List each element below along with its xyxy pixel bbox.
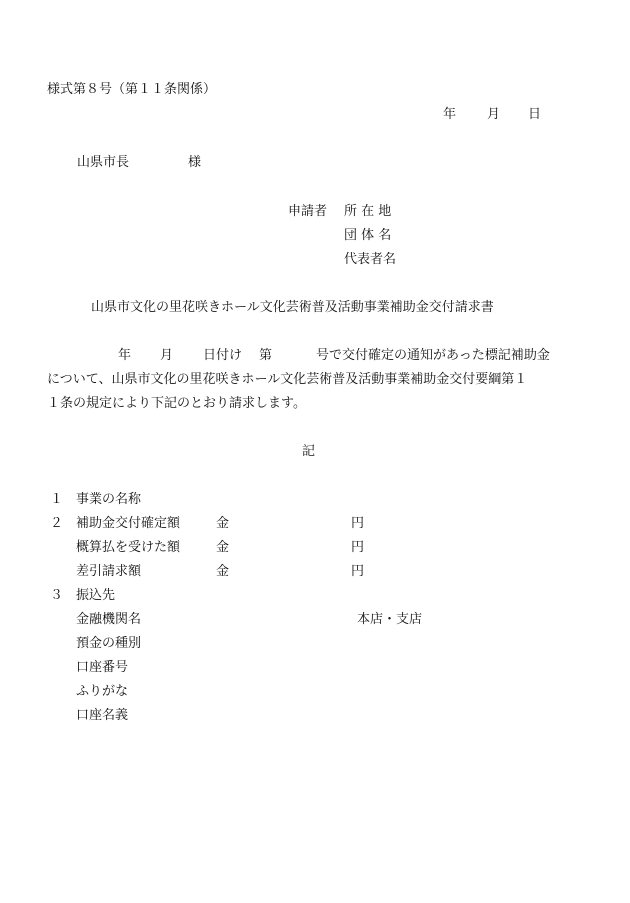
addressee-name: 山県市長 — [77, 155, 130, 170]
body-dai: 第 — [259, 348, 273, 363]
document-title: 山県市文化の里花咲きホール文化芸術普及活動事業補助金交付請求書 — [91, 300, 494, 315]
item2c-yen: 円 — [351, 564, 365, 579]
item3-label: 振込先 — [76, 588, 116, 603]
item2b-kin: 金 — [216, 540, 230, 555]
date-month: 月 — [487, 107, 501, 122]
item2c-kin: 金 — [216, 564, 230, 579]
deposit-type-label: 預金の種別 — [76, 636, 142, 651]
item2b-yen: 円 — [351, 540, 365, 555]
body-dated: 日付け — [203, 348, 243, 363]
body-line3: １条の規定により下記のとおり請求します。 — [47, 396, 306, 411]
body-year: 年 — [118, 348, 132, 363]
account-number-label: 口座番号 — [76, 660, 129, 675]
date-day: 日 — [528, 107, 542, 122]
body-line1-rest: 号で交付確定の通知があった標記補助金 — [316, 348, 550, 363]
item2c-label: 差引請求額 — [76, 564, 142, 579]
item3-number: ３ — [50, 588, 64, 603]
item1-label: 事業の名称 — [76, 492, 142, 507]
applicant-org-label: 団 体 名 — [344, 228, 392, 243]
item1-number: １ — [50, 492, 64, 507]
applicant-rep-label: 代表者名 — [344, 252, 397, 267]
account-holder-label: 口座名義 — [76, 708, 129, 723]
item2-kin: 金 — [216, 516, 230, 531]
body-month: 月 — [160, 348, 174, 363]
applicant-address-label: 所 在 地 — [344, 204, 392, 219]
item2-yen: 円 — [351, 516, 365, 531]
date-year: 年 — [443, 107, 457, 122]
item2-label: 補助金交付確定額 — [76, 516, 181, 531]
item2-number: ２ — [50, 516, 64, 531]
bank-label: 金融機関名 — [76, 612, 142, 627]
applicant-label: 申請者 — [288, 204, 328, 219]
furigana-label: ふりがな — [76, 684, 129, 699]
body-line2: について、山県市文化の里花咲きホール文化芸術普及活動事業補助金交付要綱第１ — [47, 372, 528, 387]
ki-heading: 記 — [302, 444, 316, 459]
form-number: 様式第８号（第１１条関係） — [47, 82, 217, 97]
bank-branch: 本店・支店 — [357, 612, 423, 627]
item2b-label: 概算払を受けた額 — [76, 540, 181, 555]
addressee-honorific: 様 — [188, 155, 202, 170]
